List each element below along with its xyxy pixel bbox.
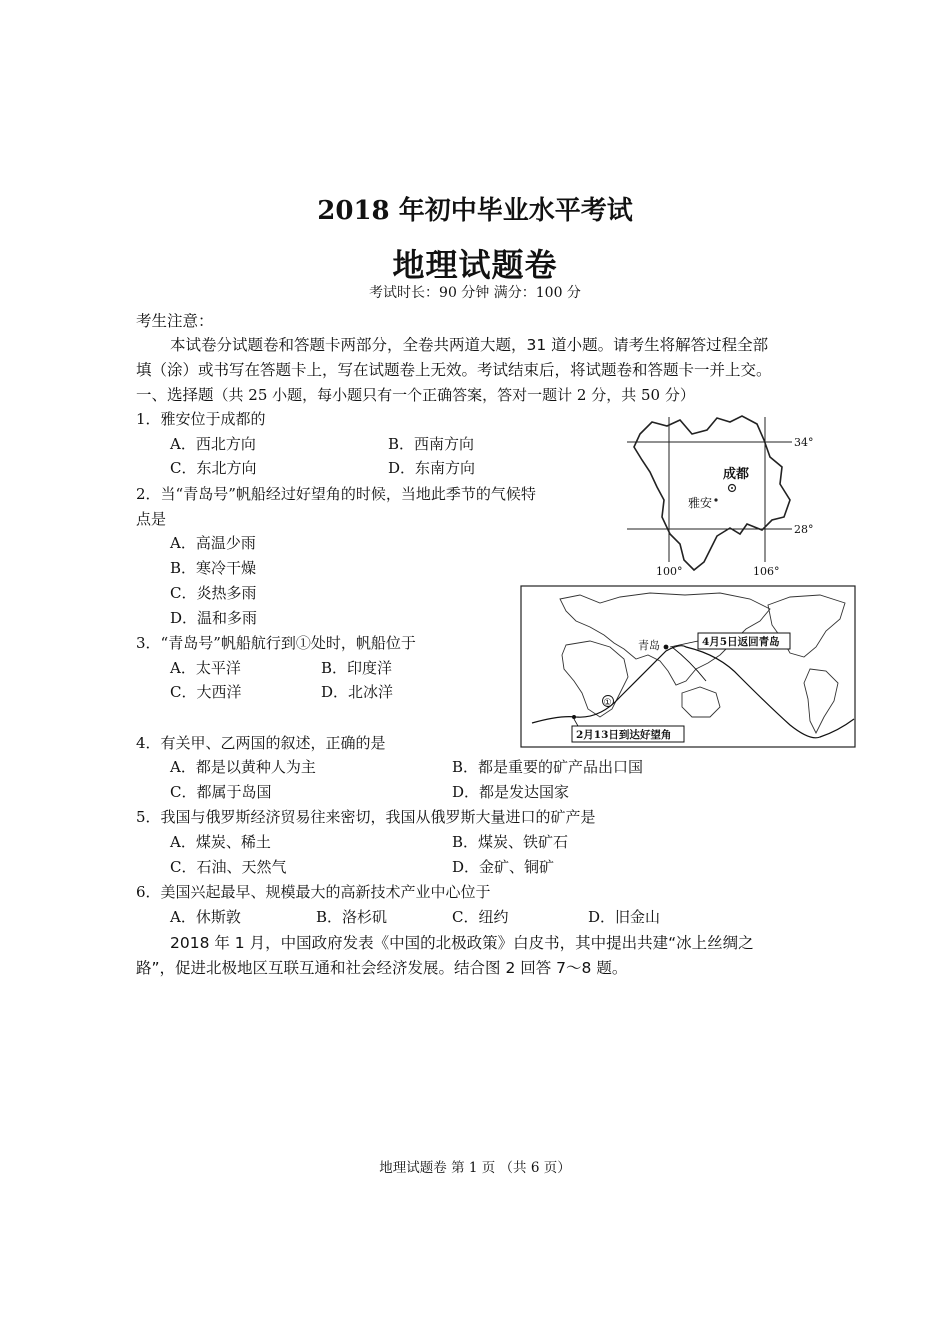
notice-line-1: 本试卷分试题卷和答题卡两部分，全卷共两道大题，31 道小题。请考生将解答过程全部: [170, 336, 769, 354]
question-stem: 4．有关甲、乙两国的叙述，正确的是: [136, 734, 386, 752]
option: B．洛杉矶: [316, 908, 388, 926]
option: C．大西洋: [170, 683, 242, 701]
section-heading: [136, 383, 695, 405]
question-stem: 1．雅安位于成都的: [136, 410, 266, 428]
option: A．煤炭、稀土: [170, 833, 271, 851]
chengdu-label: 成都: [723, 467, 750, 482]
cape-callout-label: 2月13日到达好望角: [576, 729, 672, 741]
question-stem: 3．“青岛号”帆船航行到①处时，帆船位于: [136, 634, 416, 652]
qingdao-label: 青岛: [638, 639, 660, 652]
exam-info: 考试时长：90 分钟 满分：100 分: [369, 285, 581, 301]
option: C．石油、天然气: [170, 858, 287, 876]
option: A．休斯敦: [170, 908, 241, 926]
option: B．都是重要的矿产品出口国: [452, 758, 644, 776]
question-stem: 2．当“青岛号”帆船经过好望角的时候，当地此季节的气候特: [136, 485, 536, 503]
lat-34-label: 34°: [794, 436, 814, 449]
section-title: 一、选择题: [136, 386, 214, 404]
option: D．东南方向: [388, 459, 476, 477]
section-note: （共 25 小题，每小题只有一个正确答案，答对一题计 2 分，共 50 分）: [213, 386, 695, 404]
option: B．寒冷干燥: [170, 559, 257, 577]
option: C．都属于岛国: [170, 783, 272, 801]
option: A．西北方向: [170, 435, 256, 453]
option: D．都是发达国家: [452, 783, 570, 801]
option: A．高温少雨: [170, 534, 256, 552]
question-stem: 6．美国兴起最早、规模最大的高新技术产业中心位于: [136, 883, 491, 901]
point-1-label: ①: [603, 698, 612, 708]
sichuan-outline: [634, 416, 790, 570]
option: D．温和多雨: [170, 609, 258, 627]
question-stem: 5．我国与俄罗斯经济贸易往来密切，我国从俄罗斯大量进口的矿产是: [136, 808, 596, 826]
lat-28-label: 28°: [794, 523, 814, 536]
sichuan-map-figure: [622, 412, 822, 582]
notice-line-2: 填（涂）或书写在答题卡上，写在试题卷上无效。考试结束后，将试题卷和答题卡一并上交。: [136, 361, 772, 379]
qingdao-marker: [664, 645, 669, 650]
option: A．都是以黄种人为主: [170, 758, 316, 776]
option: B．西南方向: [388, 435, 475, 453]
option: C．炎热多雨: [170, 584, 257, 602]
passage-line-2: 路”，促进北极地区互联互通和社会经济发展。结合图 2 回答 7～8 题。: [136, 959, 628, 977]
passage-line-1: 2018 年 1 月，中国政府发表《中国的北极政策》白皮书，其中提出共建“冰上丝绸之: [170, 934, 754, 952]
lon-100-label: 100°: [656, 565, 683, 578]
yaan-label: 雅安: [688, 496, 713, 510]
option: B．煤炭、铁矿石: [452, 833, 569, 851]
option: D．旧金山: [588, 908, 661, 926]
page-footer: 地理试题卷 第 1 页 （共 6 页）: [379, 1160, 571, 1176]
option: C．东北方向: [170, 459, 257, 477]
yaan-marker: [714, 498, 717, 501]
world-route-map-figure: [520, 585, 856, 748]
lon-106-label: 106°: [753, 565, 780, 578]
option: C．纽约: [452, 908, 509, 926]
option: A．太平洋: [170, 659, 241, 677]
exam-title: 2018 年初中毕业水平考试: [317, 196, 633, 226]
option: B．印度洋: [321, 659, 393, 677]
question-stem-cont: 点是: [136, 510, 167, 528]
chengdu-dot: [731, 487, 733, 489]
notice-heading: 考生注意：: [136, 312, 214, 330]
option: D．北冰洋: [321, 683, 394, 701]
paper-title: 地理试题卷: [392, 246, 558, 284]
option: D．金矿、铜矿: [452, 858, 555, 876]
map-frame: [521, 586, 855, 747]
return-callout-label: 4月5日返回青岛: [702, 636, 780, 648]
cape-marker: [572, 715, 576, 719]
